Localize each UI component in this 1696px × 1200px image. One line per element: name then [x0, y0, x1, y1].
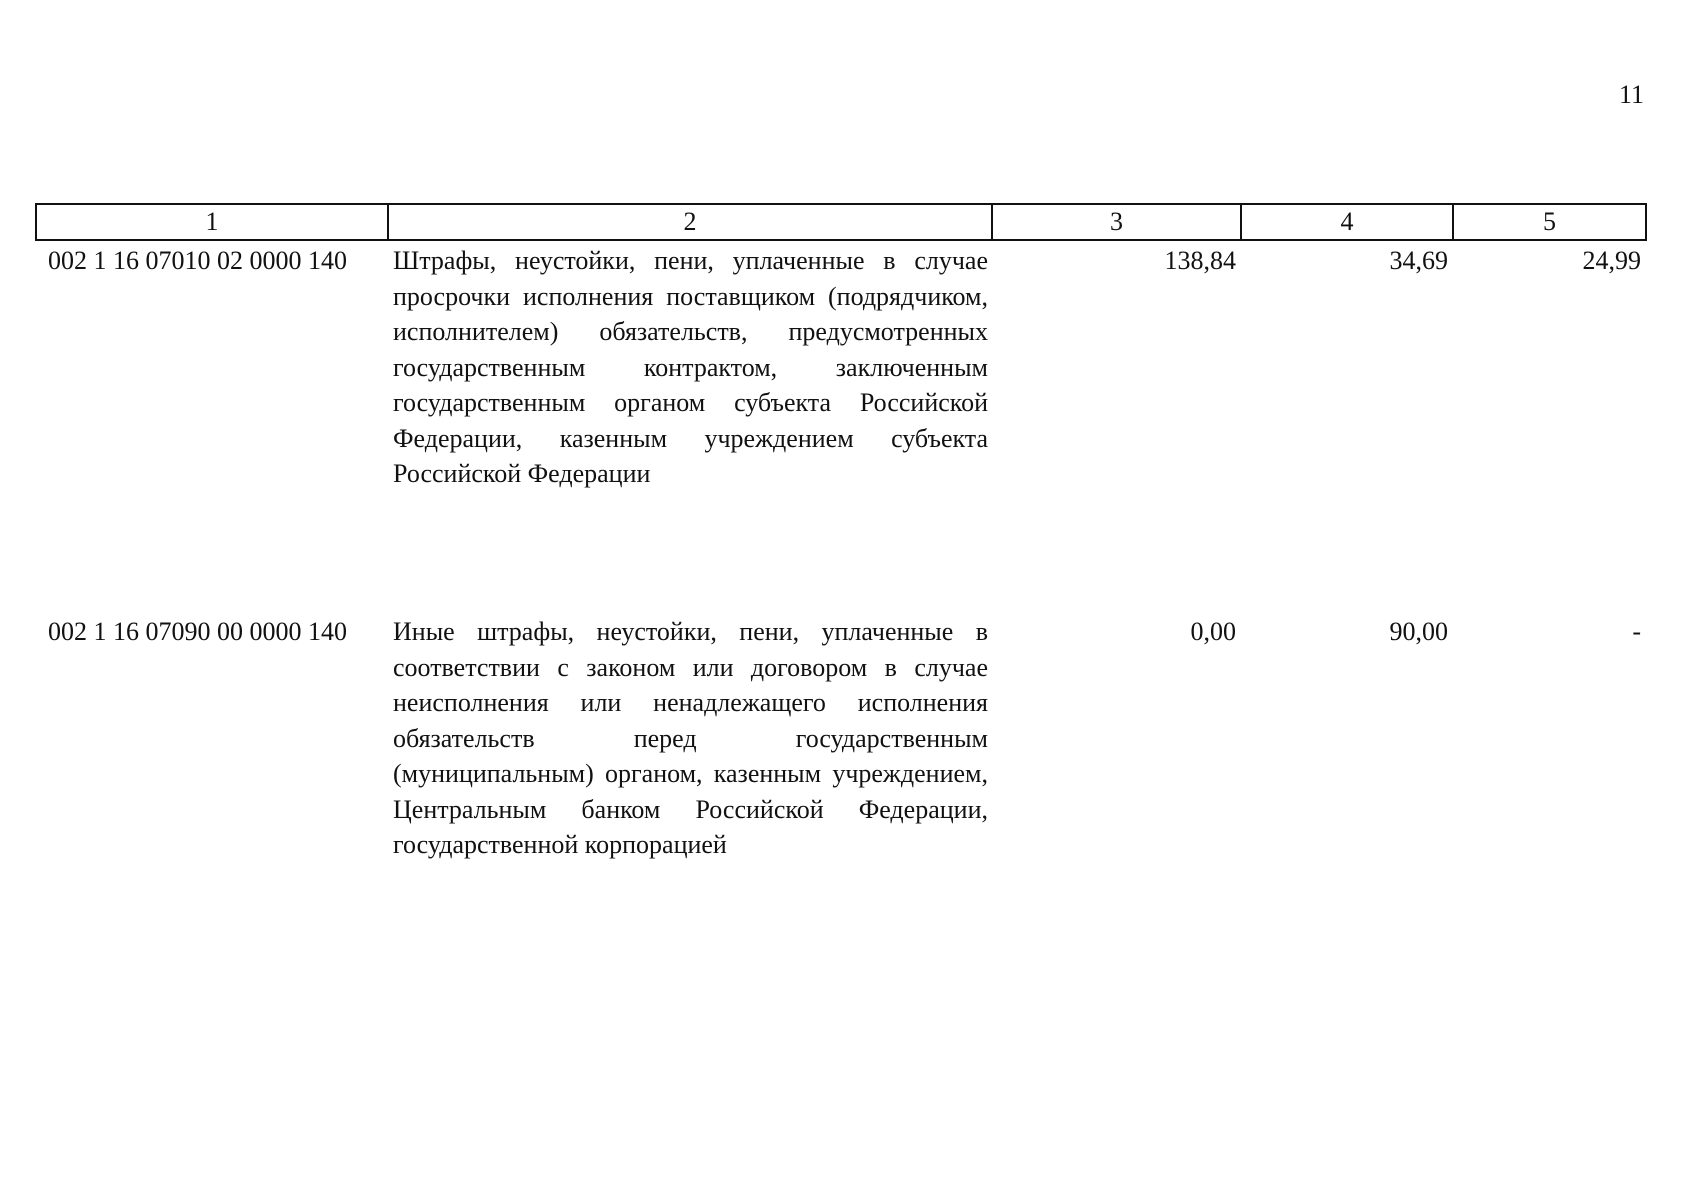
row-col3-value: 0,00 [1190, 617, 1236, 646]
header-col-1: 1 [36, 204, 388, 240]
row-col5-value: - [1632, 617, 1641, 646]
header-col-4: 4 [1241, 204, 1453, 240]
row-col3-value: 138,84 [1164, 246, 1236, 275]
table-body [36, 240, 1646, 914]
header-col-3: 3 [992, 204, 1241, 240]
budget-table [35, 203, 1647, 914]
row-col4-value: 90,00 [1389, 617, 1448, 646]
row-col4-value: 34,69 [1389, 246, 1448, 275]
row-description: Иные штрафы, неустойки, пени, уплаченные в соответствии с законом или договором в случае неисполнения или ненадлежащего исполнения обязательств перед государственным (муниципальным) органом, казенным учреждением, Центральным банком Российской Федерации, государственной корпорацией [393, 617, 988, 859]
table-row [36, 612, 1646, 914]
header-row [36, 204, 1646, 240]
page-number: 11 [1618, 80, 1644, 109]
row-description: Штрафы, неустойки, пени, уплаченные в случае просрочки исполнения поставщиком (подрядчиком, исполнителем) обязательств, предусмотренных государственным контрактом, заключенным государственным органом субъекта Российской Федерации, казенным учреждением субъекта Российской Федерации [393, 246, 988, 488]
row-code: 002 1 16 07090 00 0000 140 [48, 617, 347, 646]
table-row [36, 240, 1646, 612]
table-header [36, 204, 1646, 240]
header-col-5: 5 [1453, 204, 1646, 240]
row-col5-value: 24,99 [1582, 246, 1641, 275]
row-code: 002 1 16 07010 02 0000 140 [48, 246, 347, 275]
header-col-2: 2 [388, 204, 992, 240]
